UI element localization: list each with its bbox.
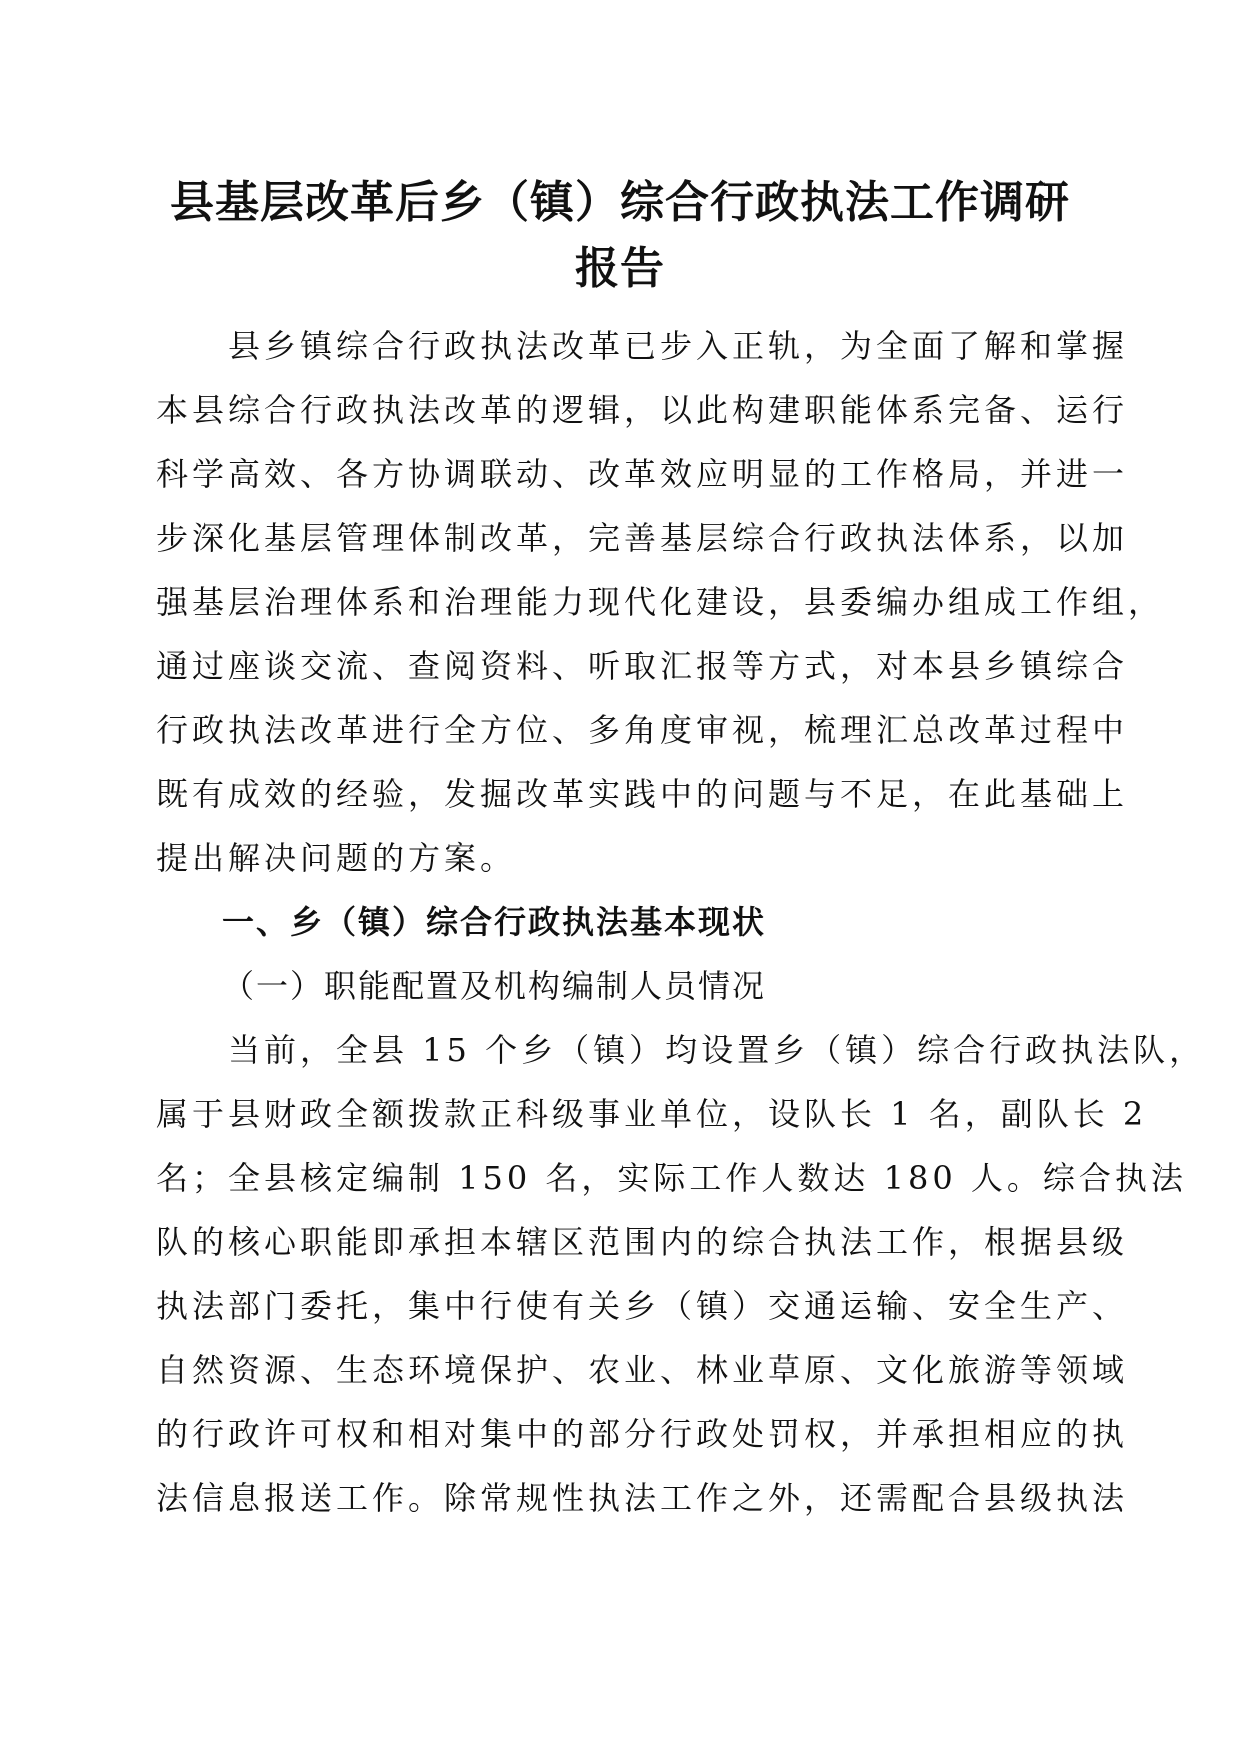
paragraph-line: 自然资源、生态环境保护、农业、林业草原、文化旅游等领域 xyxy=(156,1351,1129,1389)
section-heading: 一、乡（镇）综合行政执法基本现状 xyxy=(222,903,767,941)
paragraph-line: 当前，全县 15 个乡（镇）均设置乡（镇）综合行政执法队， xyxy=(228,1031,1206,1069)
paragraph-line: 队的核心职能即承担本辖区范围内的综合执法工作，根据县级 xyxy=(156,1223,1129,1261)
paragraph-line: 提出解决问题的方案。 xyxy=(156,839,517,877)
paragraph-line: 行政执法改革进行全方位、多角度审视，梳理汇总改革过程中 xyxy=(156,711,1129,749)
paragraph-line: 法信息报送工作。除常规性执法工作之外，还需配合县级执法 xyxy=(156,1479,1129,1517)
paragraph-line: 县乡镇综合行政执法改革已步入正轨，为全面了解和掌握 xyxy=(228,327,1129,365)
subsection-heading: （一）职能配置及机构编制人员情况 xyxy=(222,967,767,1005)
paragraph-line: 既有成效的经验，发掘改革实践中的问题与不足，在此基础上 xyxy=(156,775,1129,813)
document-title xyxy=(140,170,1100,302)
paragraph-line: 通过座谈交流、查阅资料、听取汇报等方式，对本县乡镇综合 xyxy=(156,647,1129,685)
title-line: 县基层改革后乡（镇）综合行政执法工作调研 xyxy=(170,177,1070,228)
paragraph-line: 本县综合行政执法改革的逻辑，以此构建职能体系完备、运行 xyxy=(156,391,1129,429)
paragraph-line: 的行政许可权和相对集中的部分行政处罚权，并承担相应的执 xyxy=(156,1415,1129,1453)
paragraph-line: 步深化基层管理体制改革，完善基层综合行政执法体系，以加 xyxy=(156,519,1129,557)
paragraph-line: 属于县财政全额拨款正科级事业单位，设队长 1 名，副队长 2 xyxy=(156,1095,1148,1133)
title-line: 报告 xyxy=(575,243,665,294)
paragraph-line: 科学高效、各方协调联动、改革效应明显的工作格局，并进一 xyxy=(156,455,1129,493)
document-body xyxy=(156,314,1206,1530)
paragraph-line: 强基层治理体系和治理能力现代化建设，县委编办组成工作组， xyxy=(156,583,1165,621)
paragraph-line: 执法部门委托，集中行使有关乡（镇）交通运输、安全生产、 xyxy=(156,1287,1129,1325)
paragraph-line: 名；全县核定编制 150 名，实际工作人数达 180 人。综合执法 xyxy=(156,1159,1187,1197)
